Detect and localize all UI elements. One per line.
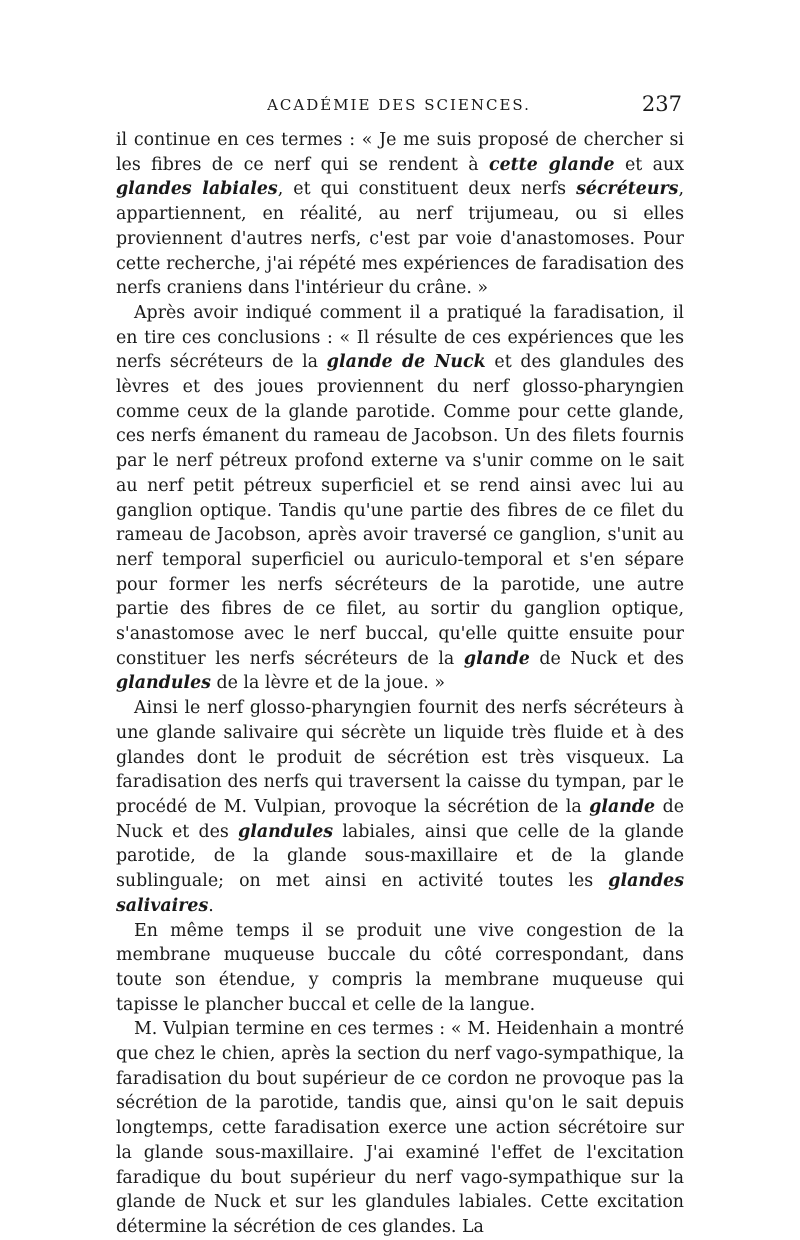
paragraph — [116, 919, 684, 1018]
italic-run: glande — [589, 796, 656, 817]
paragraph — [116, 301, 684, 696]
text-run: de la lèvre et de la joue. » — [210, 673, 445, 694]
text-run: , appartiennent, en réalité, au nerf trijumeau, ou si elles proviennent d'autres nerfs, c'est par voie d'anastomoses. Pour cette recherche, j'ai répété mes expériences de faradisation des nerfs craniens dans l'intérieur du crâne. » — [116, 179, 684, 299]
text-run: En même temps il se produit une vive congestion de la membrane muqueuse buccale du côté correspondant, dans toute son étendue, y compris la membrane muqueuse qui tapisse le plancher buccal et celle de la langue. — [116, 920, 684, 1015]
text-run: et aux — [614, 154, 684, 175]
text-run: de Nuck et des — [116, 796, 684, 842]
text-run: et des glandules des lèvres et des joues proviennent du nerf glosso-pharyngien comme ceux de la glande parotide. Comme pour cette glande, ces nerfs émanent du rameau de Jacobson. Un des filets fournis par le nerf pétreux profond externe va s'unir comme on le sait au nerf petit pétreux superficiel et se rend ainsi avec lui au ganglion optique. Tandis qu'une partie des fibres de ce filet du rameau de Jacobson, après avoir traversé ce ganglion, s'unit au nerf temporal superficiel ou auriculo-temporal et s'en sépare pour former les nerfs sécréteurs de la parotide, une autre partie des fibres de ce filet, au sortir du ganglion optique, s'anastomose avec le nerf buccal, qu'elle quitte ensuite pour constituer les nerfs sécréteurs de la — [116, 352, 684, 669]
text-run: Ainsi le nerf glosso-pharyngien fournit des nerfs sécréteurs à une glande salivaire qui sécrète un liquide très fluide et à des glandes dont le produit de sécrétion est très visqueux. La faradisation des nerfs qui traversent la caisse du tympan, par le procédé de M. Vulpian, provoque la sécrétion de la — [116, 698, 684, 817]
italic-run: glandules — [238, 821, 334, 842]
text-run: . — [208, 895, 214, 916]
text-run: labiales, ainsi que celle de la glande parotide, de la glande sous-maxillaire et de la glande sublinguale; on met ainsi en activité toutes les — [116, 821, 684, 892]
italic-run: cette glande — [489, 154, 615, 175]
text-run: il continue en ces termes : « Je me suis proposé de chercher si les fibres de ce nerf qui se rendent à — [116, 130, 684, 175]
italic-run: glande de Nuck — [326, 352, 486, 373]
text-run: , et qui constituent deux nerfs — [277, 179, 577, 200]
italic-run: glandes labiales — [116, 179, 278, 200]
page-header — [116, 92, 682, 122]
paragraph — [116, 696, 684, 918]
body-text — [116, 128, 684, 1240]
paragraph — [116, 128, 684, 301]
running-head: ACADÉMIE DES SCIENCES. — [267, 96, 531, 114]
italic-run: sécréteurs — [576, 179, 679, 200]
paragraph — [116, 1017, 684, 1239]
text-run: de Nuck et des — [529, 648, 684, 669]
italic-run: glandes salivaires — [116, 871, 684, 916]
page-number: 237 — [641, 92, 682, 116]
italic-run: glandules — [116, 673, 211, 694]
italic-run: glande — [463, 648, 530, 669]
text-run: M. Vulpian termine en ces termes : « M. Heidenhain a montré que chez le chien, après la section du nerf vago-sympathique, la faradisation du bout supérieur de ce cordon ne provoque pas la sécrétion de la parotide, tandis que, ainsi qu'on le sait depuis longtemps, cette faradisation exerce une action sécrétoire sur la glande sous-maxillaire. J'ai examiné l'effet de l'excitation faradique du bout supérieur du nerf vago-sympathique sur la glande de Nuck et sur les glandules labiales. Cette excitation détermine la sécrétion de ces glandes. La — [116, 1019, 684, 1237]
text-run: Après avoir indiqué comment il a pratiqué la faradisation, il en tire ces conclusions : « Il résulte de ces expériences que les nerfs sécréteurs de la — [116, 302, 684, 373]
